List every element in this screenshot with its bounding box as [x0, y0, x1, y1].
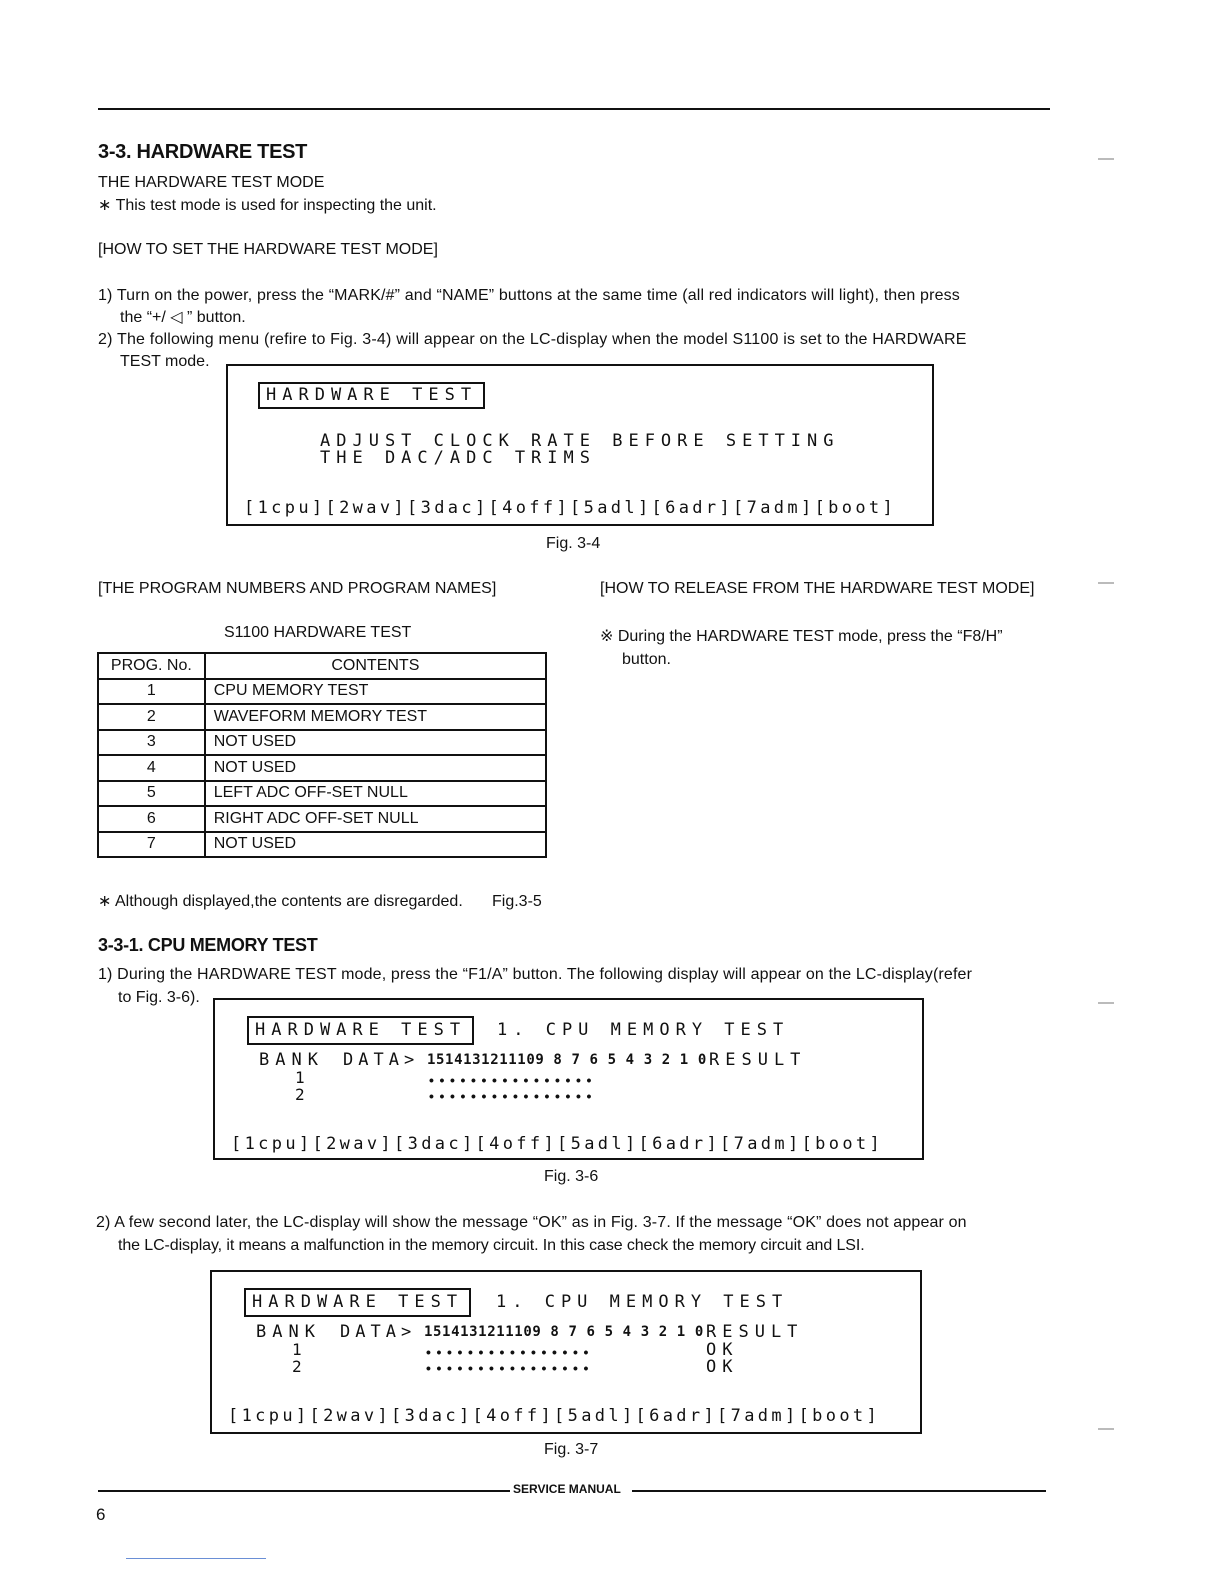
hardware-test-tag: HARDWARE TEST — [247, 1016, 474, 1045]
program-table-title: S1100 HARDWARE TEST — [224, 624, 412, 641]
bank-row-1-dots: •••••••••••••••• — [429, 1072, 598, 1088]
prog-contents: NOT USED — [205, 730, 546, 756]
result-label: RESULT — [709, 1050, 807, 1070]
margin-mark — [1098, 1002, 1114, 1004]
bank-label: BANK — [259, 1050, 324, 1070]
bank-row-2-dots: •••••••••••••••• — [426, 1360, 595, 1376]
mode-note: ∗ This test mode is used for inspecting the unit. — [98, 197, 437, 214]
cpu-step2-line2: the LC-display, it means a malfunction in the memory circuit. In this case check the memory circuit and LSI. — [118, 1237, 865, 1254]
footer-rule-left — [98, 1490, 510, 1492]
prog-no: 6 — [98, 806, 205, 832]
prog-contents: CPU MEMORY TEST — [205, 679, 546, 705]
bank-row-2: 2 — [295, 1085, 305, 1104]
step1-line1: 1) Turn on the power, press the “MARK/#” and “NAME” buttons at the same time (all red indicators will light), then press — [98, 287, 960, 304]
lcd-display-fig37 — [210, 1270, 922, 1434]
bank-row-1-dots: •••••••••••••••• — [426, 1344, 595, 1360]
top-rule — [98, 108, 1050, 110]
result-ok-1: OK — [706, 1340, 739, 1360]
lcd-menu-bar: [1cpu][2wav][3dac][4off][5adl][6adr][7adm][boot] — [228, 1406, 881, 1426]
cpu-test-title: 3-3-1. CPU MEMORY TEST — [98, 935, 318, 955]
table-header-row — [98, 653, 546, 679]
bank-row-1: 1 — [292, 1340, 302, 1359]
cpu-step2-line1: 2) A few second later, the LC-display will show the message “OK” as in Fig. 3-7. If the message “OK” does not appear on — [96, 1214, 967, 1231]
margin-mark — [1098, 1428, 1114, 1430]
lcd-message-line2: THE DAC/ADC TRIMS — [320, 448, 596, 468]
prog-contents: RIGHT ADC OFF-SET NULL — [205, 806, 546, 832]
release-text-line2: button. — [622, 651, 671, 668]
program-table — [97, 652, 547, 858]
result-ok-2: OK — [706, 1357, 739, 1377]
prog-contents: NOT USED — [205, 832, 546, 858]
bottom-link-line — [126, 1558, 266, 1559]
bank-label: BANK — [256, 1322, 321, 1342]
prog-contents: NOT USED — [205, 755, 546, 781]
prog-no: 2 — [98, 704, 205, 730]
table-row — [98, 730, 546, 756]
footer-rule-right — [632, 1490, 1046, 1492]
bank-row-2-dots: •••••••••••••••• — [429, 1088, 598, 1104]
result-label: RESULT — [706, 1322, 804, 1342]
table-row — [98, 704, 546, 730]
fig36-caption: Fig. 3-6 — [544, 1168, 599, 1185]
how-to-set-heading: [HOW TO SET THE HARDWARE TEST MODE] — [98, 241, 438, 258]
hardware-test-tag: HARDWARE TEST — [258, 382, 485, 409]
prog-contents: WAVEFORM MEMORY TEST — [205, 704, 546, 730]
col-contents: CONTENTS — [205, 653, 546, 679]
hardware-test-tag: HARDWARE TEST — [244, 1288, 471, 1317]
mode-label: THE HARDWARE TEST MODE — [98, 174, 325, 191]
step2-line2: TEST mode. — [120, 353, 210, 370]
bank-row-2: 2 — [292, 1357, 302, 1376]
bank-row-1: 1 — [295, 1068, 305, 1087]
margin-mark — [1098, 582, 1114, 584]
prog-no: 5 — [98, 781, 205, 807]
bit-labels: 1514131211109 8 7 6 5 4 3 2 1 0 — [424, 1324, 704, 1340]
table-row — [98, 832, 546, 858]
table-row — [98, 806, 546, 832]
fig34-caption: Fig. 3-4 — [546, 535, 601, 552]
cpu-test-title-lcd: 1. CPU MEMORY TEST — [497, 1020, 790, 1040]
data-label: DATA> — [340, 1322, 417, 1342]
bit-labels: 1514131211109 8 7 6 5 4 3 2 1 0 — [427, 1052, 707, 1068]
prog-no: 4 — [98, 755, 205, 781]
margin-mark — [1098, 158, 1114, 160]
step2-line1: 2) The following menu (refire to Fig. 3-4) will appear on the LC-display when the model S1100 is set to the HARDWARE — [98, 331, 967, 348]
cpu-step1-line1: 1) During the HARDWARE TEST mode, press the “F1/A” button. The following display will appear on the LC-display(refer — [98, 966, 973, 983]
program-footnote: ∗ Although displayed,the contents are disregarded. — [98, 893, 463, 910]
data-label: DATA> — [343, 1050, 420, 1070]
prog-contents: LEFT ADC OFF-SET NULL — [205, 781, 546, 807]
cpu-step1-line2: to Fig. 3-6). — [118, 989, 200, 1006]
release-text-line1: ※ During the HARDWARE TEST mode, press the “F8/H” — [600, 628, 1003, 645]
table-row — [98, 755, 546, 781]
prog-no: 7 — [98, 832, 205, 858]
section-title: 3-3. HARDWARE TEST — [98, 141, 308, 163]
table-row — [98, 781, 546, 807]
lcd-message-line1: ADJUST CLOCK RATE BEFORE SETTING — [320, 431, 840, 451]
release-heading: [HOW TO RELEASE FROM THE HARDWARE TEST MODE] — [600, 580, 1035, 597]
program-heading: [THE PROGRAM NUMBERS AND PROGRAM NAMES] — [98, 580, 497, 597]
lcd-menu-bar: [1cpu][2wav][3dac][4off][5adl][6adr][7adm][boot] — [244, 498, 897, 518]
step1-line2: the “+/ ◁ ” button. — [120, 309, 246, 326]
cpu-test-title-lcd: 1. CPU MEMORY TEST — [496, 1292, 789, 1312]
table-row — [98, 679, 546, 705]
fig37-caption: Fig. 3-7 — [544, 1441, 599, 1458]
prog-no: 3 — [98, 730, 205, 756]
prog-no: 1 — [98, 679, 205, 705]
footer-label: SERVICE MANUAL — [513, 1482, 621, 1496]
page-number: 6 — [96, 1505, 106, 1524]
fig35-caption: Fig.3-5 — [492, 893, 542, 910]
lcd-menu-bar: [1cpu][2wav][3dac][4off][5adl][6adr][7adm][boot] — [231, 1134, 884, 1154]
col-prog-no: PROG. No. — [98, 653, 205, 679]
lcd-display-fig36 — [213, 998, 924, 1160]
lcd-display-fig34 — [226, 364, 934, 526]
